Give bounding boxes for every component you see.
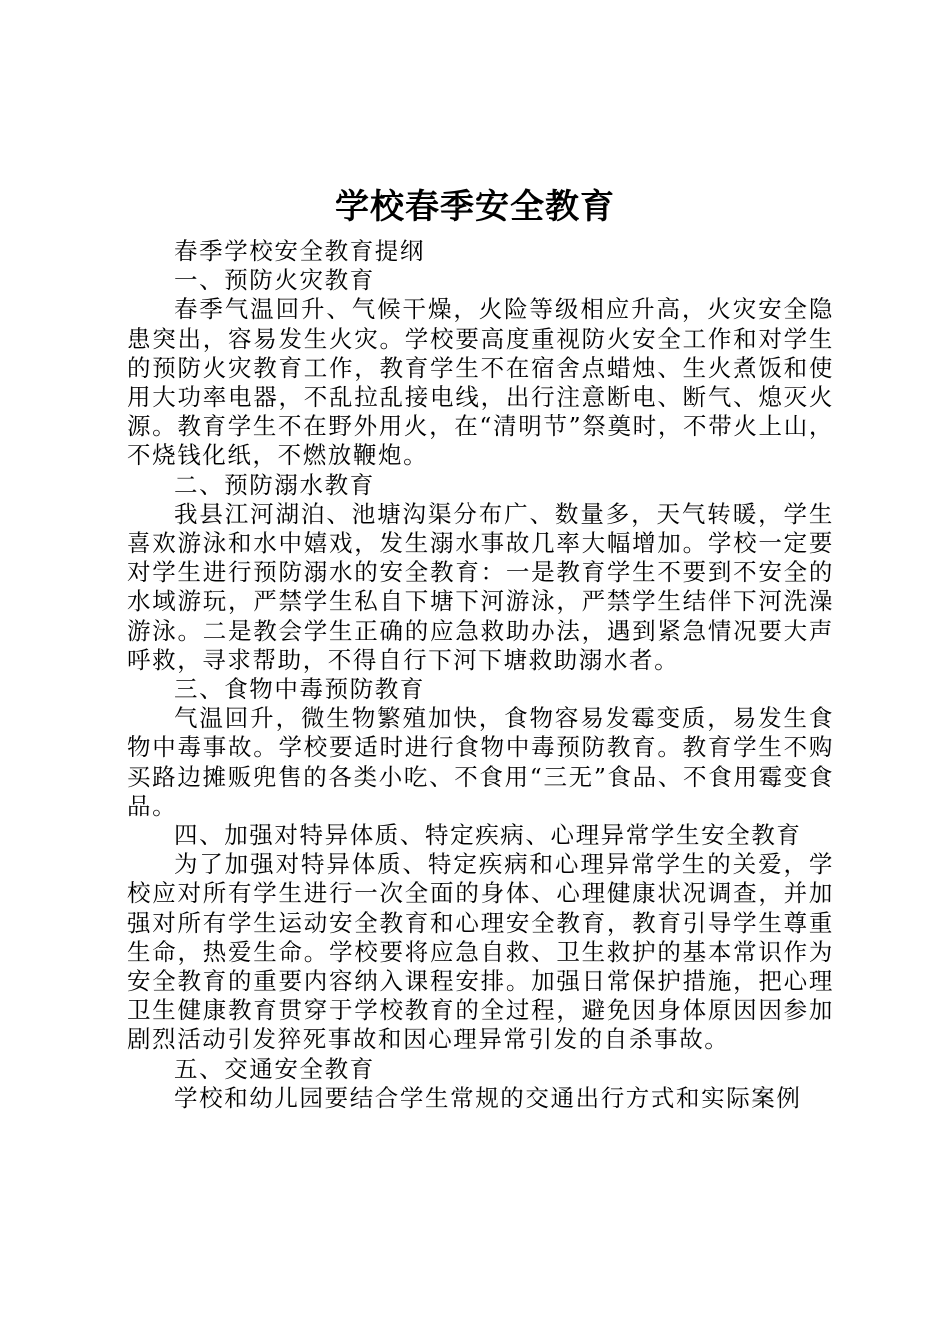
section-heading-fire: 一、预防火灾教育 (174, 266, 375, 295)
paragraph-fire: 春季气温回升、气候干燥，火险等级相应升高，火灾安全隐患突出，容易发生火灾。学校要高度重视防火安全工作和对学生的预防火灾教育工作，教育学生不在宿舍点蜡烛、生火煮饭和使用大功率电器，不乱拉乱接电线，出行注意断电、断气、熄灭火源。教育学生不在野外用火，在“清明节”祭奠时，不带火上山，不烧钱化纸，不燃放鞭炮。 (127, 295, 834, 470)
section-heading-traffic: 五、交通安全教育 (174, 1054, 375, 1083)
document-body (127, 237, 834, 1113)
paragraph-traffic: 学校和幼儿园要结合学生常规的交通出行方式和实际案例 (174, 1083, 802, 1112)
section-heading-special: 四、加强对特异体质、特定疾病、心理异常学生安全教育 (174, 821, 802, 850)
section-heading-food: 三、食物中毒预防教育 (174, 675, 425, 704)
section-heading-drowning: 二、预防溺水教育 (174, 470, 375, 499)
paragraph-special: 为了加强对特异体质、特定疾病和心理异常学生的关爱，学校应对所有学生进行一次全面的身体、心理健康状况调查，并加强对所有学生运动安全教育和心理安全教育，教育引导学生尊重生命，热爱生命。学校要将应急自救、卫生救护的基本常识作为安全教育的重要内容纳入课程安排。加强日常保护措施，把心理卫生健康教育贯穿于学校教育的全过程，避免因身体原因因参加剧烈活动引发猝死事故和因心理异常引发的自杀事故。 (127, 850, 834, 1054)
outline-heading: 春季学校安全教育提纲 (174, 237, 425, 265)
paragraph-drowning: 我县江河湖泊、池塘沟渠分布广、数量多，天气转暖，学生喜欢游泳和水中嬉戏，发生溺水事故几率大幅增加。学校一定要对学生进行预防溺水的安全教育：一是教育学生不要到不安全的水域游玩，严禁学生私自下塘下河游泳，严禁学生结伴下河洗澡游泳。二是教会学生正确的应急救助办法，遇到紧急情况要大声呼救，寻求帮助，不得自行下河下塘救助溺水者。 (127, 499, 834, 674)
paragraph-food: 气温回升，微生物繁殖加快，食物容易发霉变质，易发生食物中毒事故。学校要适时进行食物中毒预防教育。教育学生不购买路边摊贩兜售的各类小吃、不食用“三无”食品、不食用霉变食品。 (127, 704, 834, 820)
document-title: 学校春季安全教育 (335, 187, 615, 227)
